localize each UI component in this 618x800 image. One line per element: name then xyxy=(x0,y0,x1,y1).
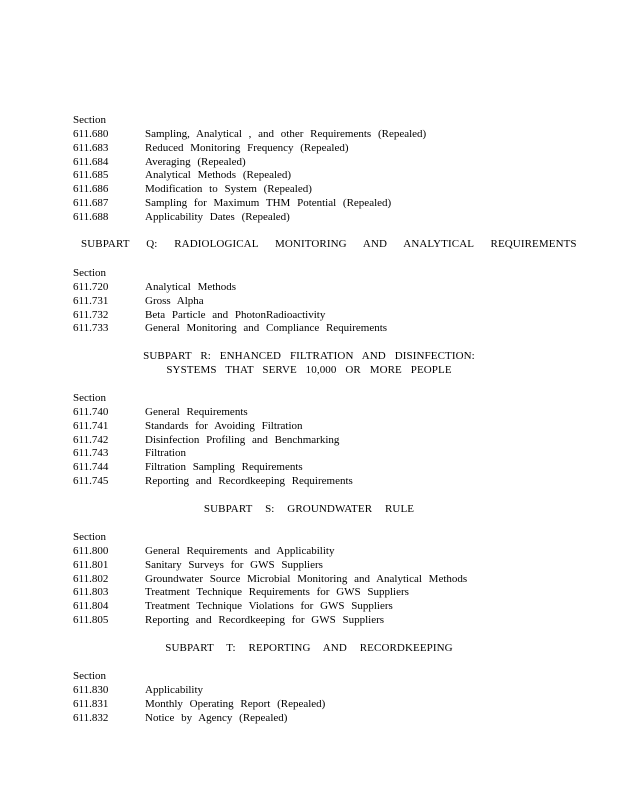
section-label: Section xyxy=(73,267,106,279)
section-title: General Monitoring and Compliance Requirements xyxy=(145,322,388,335)
list-item xyxy=(73,558,553,572)
list-item xyxy=(73,460,553,474)
section-title: Disinfection Profiling and Benchmarking xyxy=(145,433,340,446)
list-item xyxy=(73,196,553,210)
section-title: Applicability Dates (Repealed) xyxy=(145,210,290,223)
section-number: 611.740 xyxy=(73,406,109,418)
section-title: Analytical Methods (Repealed) xyxy=(145,169,292,182)
list-item xyxy=(73,280,553,294)
section-title: Sampling for Maximum THM Potential (Repealed) xyxy=(145,196,392,209)
section-title: Standards for Avoiding Filtration xyxy=(145,419,303,432)
section-title: Averaging (Repealed) xyxy=(145,155,246,168)
section-number: 611.831 xyxy=(73,697,109,710)
list-item xyxy=(73,210,553,224)
section-list xyxy=(73,266,553,335)
list-item xyxy=(73,474,553,488)
section-list xyxy=(73,113,553,224)
section-number: 611.733 xyxy=(73,322,109,335)
section-title: Monthly Operating Report (Repealed) xyxy=(145,697,326,710)
section-number: 611.687 xyxy=(73,196,109,209)
section-title: Analytical Methods xyxy=(145,281,237,293)
section-title: Gross Alpha xyxy=(145,294,204,307)
list-item xyxy=(73,168,553,182)
section-number: 611.731 xyxy=(73,294,109,307)
list-item xyxy=(73,711,553,725)
section-title: General Requirements xyxy=(145,406,248,418)
section-number: 611.686 xyxy=(73,183,109,196)
section-number: 611.720 xyxy=(73,281,109,293)
list-item xyxy=(73,544,553,558)
section-title: Sampling, Analytical , and other Requirements (Repealed) xyxy=(145,128,427,140)
list-item xyxy=(73,127,553,141)
section-number: 611.800 xyxy=(73,545,109,557)
section-number: 611.742 xyxy=(73,433,109,446)
section-number: 611.832 xyxy=(73,711,109,724)
section-number: 611.804 xyxy=(73,600,109,613)
list-item xyxy=(73,572,553,586)
list-item xyxy=(73,419,553,433)
list-item xyxy=(73,613,553,627)
section-number: 611.683 xyxy=(73,141,109,154)
section-title: Reporting and Recordkeeping Requirements xyxy=(145,474,353,487)
subpart-s-heading: SUBPART S: GROUNDWATER RULE xyxy=(203,503,415,515)
section-list xyxy=(73,391,553,488)
section-number: 611.805 xyxy=(73,613,109,626)
list-item xyxy=(73,599,553,613)
list-item xyxy=(73,141,553,155)
list-item xyxy=(73,321,553,335)
section-number: 611.830 xyxy=(73,684,109,696)
section-title: Reporting and Recordkeeping for GWS Suppliers xyxy=(145,613,385,626)
section-title: Notice by Agency (Repealed) xyxy=(145,711,288,724)
list-item xyxy=(73,585,553,599)
subpart-r-heading: SUBPART R: ENHANCED FILTRATION AND DISINFECTION: xyxy=(143,350,475,362)
list-item xyxy=(73,308,553,322)
list-item xyxy=(73,433,553,447)
list-item xyxy=(73,446,553,460)
section-number: 611.803 xyxy=(73,586,109,599)
section-title: Groundwater Source Microbial Monitoring and Analytical Methods xyxy=(145,572,468,585)
section-number: 611.744 xyxy=(73,461,109,474)
section-number: 611.801 xyxy=(73,558,109,571)
section-number: 611.688 xyxy=(73,210,109,223)
section-number: 611.685 xyxy=(73,169,109,182)
section-number: 611.743 xyxy=(73,447,109,460)
list-item xyxy=(73,182,553,196)
list-item xyxy=(73,683,553,697)
section-title: Filtration xyxy=(145,447,186,460)
list-item xyxy=(73,294,553,308)
subpart-q-heading: SUBPART Q: RADIOLOGICAL MONITORING AND ANALYTICAL REQUIREMENTS xyxy=(81,238,577,250)
section-number: 611.680 xyxy=(73,128,109,140)
list-item xyxy=(73,155,553,169)
section-title: Filtration Sampling Requirements xyxy=(145,461,303,474)
section-number: 611.732 xyxy=(73,308,109,321)
section-number: 611.802 xyxy=(73,572,109,585)
section-title: Modification to System (Repealed) xyxy=(145,183,312,196)
section-list xyxy=(73,669,553,724)
section-title: General Requirements and Applicability xyxy=(145,545,335,557)
section-label: Section xyxy=(73,670,106,682)
subpart-r-subheading: SYSTEMS THAT SERVE 10,000 OR MORE PEOPLE xyxy=(166,364,452,376)
section-title: Beta Particle and PhotonRadioactivity xyxy=(145,308,326,321)
list-item xyxy=(73,405,553,419)
section-label: Section xyxy=(73,114,106,126)
section-title: Reduced Monitoring Frequency (Repealed) xyxy=(145,141,349,154)
section-title: Applicability xyxy=(145,684,204,696)
section-list xyxy=(73,530,553,627)
section-number: 611.741 xyxy=(73,419,109,432)
section-label: Section xyxy=(73,392,106,404)
section-title: Treatment Technique Violations for GWS Suppliers xyxy=(145,600,393,613)
section-number: 611.745 xyxy=(73,474,109,487)
section-label: Section xyxy=(73,531,106,543)
section-title: Treatment Technique Requirements for GWS Suppliers xyxy=(145,586,409,599)
list-item xyxy=(73,697,553,711)
subpart-t-heading: SUBPART T: REPORTING AND RECORDKEEPING xyxy=(165,642,453,654)
section-title: Sanitary Surveys for GWS Suppliers xyxy=(145,558,323,571)
section-number: 611.684 xyxy=(73,155,109,168)
